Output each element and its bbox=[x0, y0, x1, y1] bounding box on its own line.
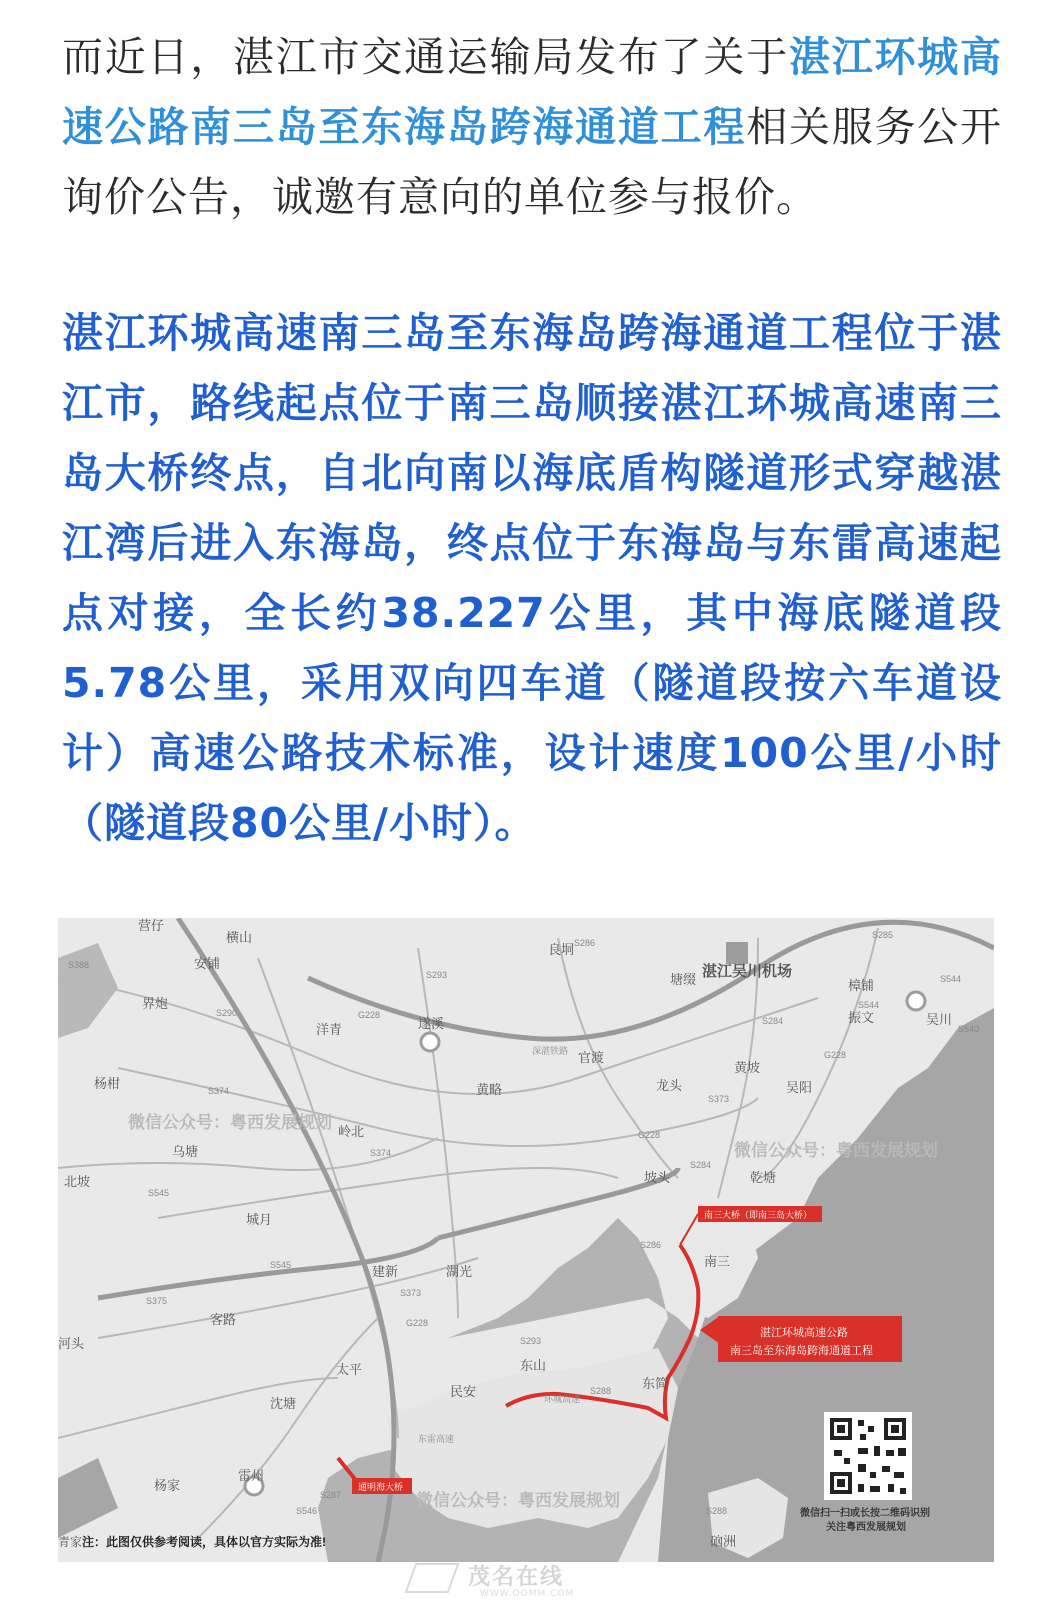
article-body bbox=[62, 22, 1002, 858]
place-label: 东山 bbox=[520, 1358, 547, 1373]
site-watermark-brand: 茂名在线 bbox=[468, 1565, 565, 1590]
airport-label: 湛江吴川机场 bbox=[702, 963, 793, 980]
intro-text-end: 相关服务公开询价公告，诚邀有意向的单位参与报价。 bbox=[62, 103, 1003, 221]
road-label: S286 bbox=[640, 1240, 662, 1250]
place-label: 东简 bbox=[642, 1376, 669, 1391]
road-label: S375 bbox=[146, 1296, 168, 1306]
place-label: 黄坡 bbox=[734, 1060, 761, 1075]
map-note: 注：此图仅供参考阅读，具体以官方实际为准! bbox=[82, 1535, 326, 1549]
site-watermark bbox=[410, 1560, 630, 1600]
callout-top-text: 南三大桥（即南三岛大桥） bbox=[704, 1210, 813, 1220]
place-label: 岭北 bbox=[338, 1124, 365, 1139]
road-label: S288 bbox=[590, 1386, 612, 1396]
road-label: S545 bbox=[270, 1260, 292, 1270]
place-label: 塘缀 bbox=[670, 972, 697, 987]
place-label: 横山 bbox=[226, 930, 253, 945]
place-label: 河头 bbox=[58, 1336, 85, 1351]
project-description-paragraph: 湛江环城高速南三岛至东海岛跨海通道工程位于湛江市，路线起点位于南三岛顺接湛江环城高速南三岛大桥终点，自北向南以海底盾构隧道形式穿越湛江湾后进入东海岛，终点位于东海岛与东雷高速起点对接，全长约38.227公里，其中海底隧道段5.78公里，采用双向四车道（隧道段按六车道设计）高速公路技术标准，设计速度100公里/小时（隧道段80公里/小时）。 bbox=[62, 309, 1002, 847]
road-label: S374 bbox=[370, 1148, 392, 1158]
sea-southwest bbox=[58, 1458, 118, 1538]
road-label: S293 bbox=[520, 1336, 542, 1346]
place-label: 樟铺 bbox=[848, 978, 875, 993]
place-label: 硇洲 bbox=[710, 1534, 737, 1549]
road-label: S544 bbox=[858, 1000, 880, 1010]
intro-paragraph bbox=[62, 22, 1002, 232]
road-label: S388 bbox=[68, 960, 90, 970]
place-label: 建新 bbox=[372, 1264, 399, 1279]
road-label: 环城高速 bbox=[544, 1394, 581, 1404]
place-label: 乌塘 bbox=[172, 1144, 199, 1159]
suixi-city-marker bbox=[421, 1033, 439, 1051]
map-note-prefix: 青家 bbox=[58, 1535, 83, 1549]
road-label: S284 bbox=[762, 1016, 784, 1026]
route-map-svg bbox=[58, 918, 994, 1562]
road-label: G228 bbox=[406, 1318, 429, 1328]
callout-mid-line2: 南三岛至东海岛跨海通道工程 bbox=[730, 1345, 873, 1357]
road-label: G228 bbox=[638, 1130, 661, 1140]
qr-caption-line2: 关注粤西发展规划 bbox=[826, 1522, 906, 1533]
road-label: S374 bbox=[208, 1086, 230, 1096]
place-label: 杨家 bbox=[154, 1478, 181, 1493]
airport-icon bbox=[726, 942, 748, 964]
place-label: 沈塘 bbox=[270, 1396, 297, 1411]
place-label: 遂溪 bbox=[418, 1016, 445, 1031]
site-watermark-url: WWW.OOMM.COM bbox=[480, 1589, 575, 1599]
place-label: 吴川 bbox=[926, 1012, 953, 1027]
road-label: G228 bbox=[824, 1050, 847, 1060]
road-label: S540 bbox=[958, 1024, 980, 1034]
place-label: 北坡 bbox=[64, 1174, 91, 1189]
road-label: S286 bbox=[574, 938, 596, 948]
callout-mid-line1: 湛江环城高速公路 bbox=[760, 1327, 848, 1339]
place-label: 湖光 bbox=[446, 1264, 473, 1279]
sea-northwest bbox=[58, 943, 118, 1038]
road-label: S545 bbox=[148, 1188, 170, 1198]
place-label: 坡头 bbox=[644, 1170, 671, 1185]
place-label: 营仔 bbox=[138, 918, 165, 933]
project-name-highlight: 湛江环城高速公路南三岛至东海岛跨海通道工程 bbox=[62, 33, 1003, 151]
wuchuan-city-marker bbox=[907, 992, 925, 1010]
road-label: 深湛铁路 bbox=[532, 1046, 569, 1056]
road-label: S290 bbox=[216, 1008, 238, 1018]
road-label: S293 bbox=[426, 970, 448, 980]
intro-text: 而近日，湛江市交通运输局发布了关于 bbox=[62, 33, 789, 81]
road-label: S285 bbox=[872, 930, 894, 940]
map-watermark: 微信公众号：粤西发展规划 bbox=[128, 1113, 332, 1132]
place-label: 安铺 bbox=[194, 956, 221, 971]
qr-caption-line1: 微信扫一扫或长按二维码识别 bbox=[800, 1508, 930, 1519]
place-label: 南三 bbox=[704, 1254, 731, 1269]
place-label: 杨柑 bbox=[94, 1076, 121, 1091]
road-label: S284 bbox=[690, 1160, 712, 1170]
callout-bottom-text: 通明海大桥 bbox=[358, 1482, 404, 1492]
place-label: 洋青 bbox=[316, 1022, 343, 1037]
place-label: 振文 bbox=[848, 1010, 875, 1025]
place-label: 客路 bbox=[210, 1312, 237, 1327]
place-label: 太平 bbox=[336, 1362, 363, 1377]
place-label: 官渡 bbox=[578, 1050, 605, 1065]
place-label: 乾塘 bbox=[750, 1170, 777, 1185]
road-label: 东雷高速 bbox=[418, 1434, 455, 1444]
road-label: S546 bbox=[296, 1506, 318, 1516]
place-label: 龙头 bbox=[656, 1078, 683, 1093]
road-label: G228 bbox=[358, 1010, 381, 1020]
place-label: 吴阳 bbox=[786, 1080, 813, 1095]
road-label: S373 bbox=[708, 1094, 730, 1104]
place-label: 良垌 bbox=[548, 942, 575, 957]
road-label: S287 bbox=[320, 1490, 342, 1500]
site-logo-icon bbox=[405, 1563, 460, 1593]
place-label: 界炮 bbox=[142, 996, 169, 1011]
place-label: 民安 bbox=[450, 1384, 477, 1399]
route-map bbox=[58, 918, 994, 1562]
road-label: S288 bbox=[706, 1506, 728, 1516]
place-label: 城月 bbox=[246, 1212, 273, 1227]
road-label: S373 bbox=[400, 1288, 422, 1298]
road-label: S544 bbox=[940, 974, 962, 984]
map-watermark: 微信公众号：粤西发展规划 bbox=[734, 1141, 938, 1160]
place-label: 雷州 bbox=[238, 1468, 265, 1483]
map-watermark: 微信公众号：粤西发展规划 bbox=[416, 1491, 620, 1510]
place-label: 黄略 bbox=[476, 1082, 503, 1097]
